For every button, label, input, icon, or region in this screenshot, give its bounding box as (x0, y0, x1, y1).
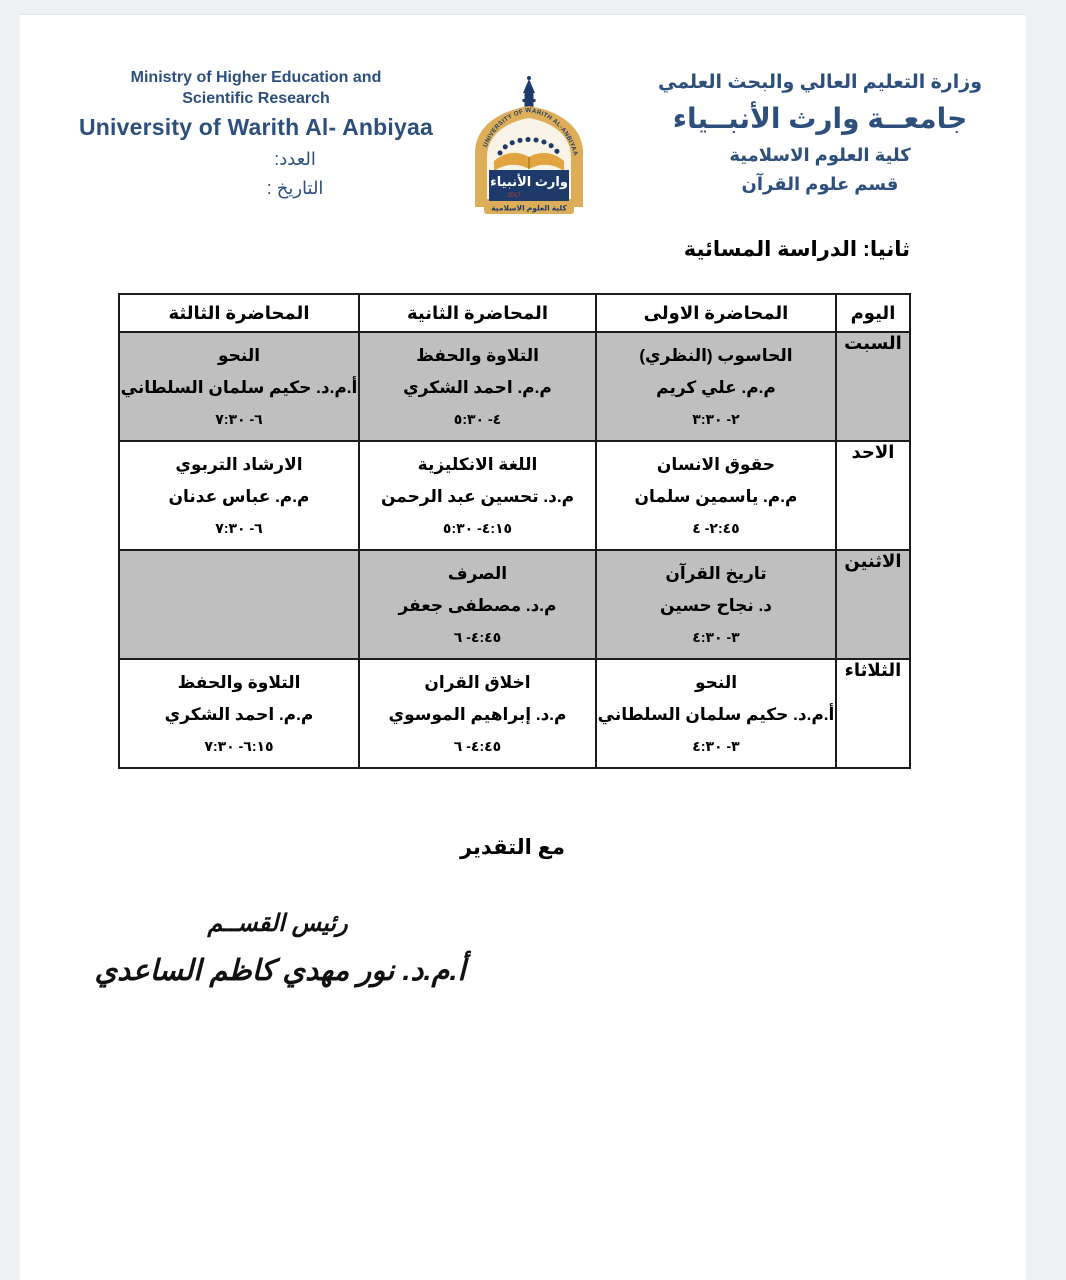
subject: الصرف (447, 563, 508, 583)
logo-calligraphy: وارث الأنبياء (490, 174, 568, 189)
subject: النحو (694, 672, 738, 692)
time: ٣- ٤:٣٠ (692, 737, 740, 754)
letterhead-right (620, 71, 1020, 195)
lecture-cell (360, 333, 595, 440)
logo-year: 2017 (507, 193, 521, 199)
subject: الارشاد التربوي (175, 454, 303, 474)
time: ٤- ٥:٣٠ (453, 410, 502, 427)
time: ٣- ٤:٣٠ (692, 628, 740, 645)
signature-title: رئيس القســم (207, 910, 348, 937)
subject: النحو (217, 345, 261, 365)
department-name-ar: قسم علوم القرآن (741, 174, 899, 194)
logo-arc-text: UNIVERSITY OF WARITH AL-ANBIYAA (481, 106, 580, 157)
college-name-ar: كلية العلوم الاسلامية (729, 145, 911, 165)
subject: اخلاق القران (424, 672, 531, 692)
header-lecture1: المحاضرة الاولى (596, 294, 836, 332)
lecture-cell (360, 442, 595, 549)
teacher: م.م. علي كريم (656, 378, 776, 397)
time: ٤:٤٥- ٦ (453, 737, 502, 754)
header-day: اليوم (836, 294, 910, 332)
teacher: م.د. إبراهيم الموسوي (388, 705, 567, 724)
header-lecture3: المحاضرة الثالثة (119, 294, 359, 332)
lecture-cell (597, 551, 835, 658)
subject: حقوق الانسان (656, 454, 776, 474)
ministry-name-ar: وزارة التعليم العالي والبحث العلمي (657, 72, 983, 93)
subject: اللغة الانكليزية (417, 454, 538, 474)
letterhead-left (70, 67, 442, 199)
university-logo (462, 75, 596, 223)
lecture-cell (120, 333, 358, 440)
university-name-ar: جامعــة وارث الأنبــياء (672, 103, 968, 134)
lecture-cell (597, 333, 835, 440)
teacher: م.د. تحسين عبد الرحمن (380, 487, 575, 506)
table-header-row (119, 294, 910, 332)
time: ٦- ٧:٣٠ (215, 410, 263, 427)
number-label: العدد: (274, 149, 316, 169)
lecture-cell-empty (120, 551, 358, 658)
minaret-icon (523, 76, 536, 107)
lecture-cell (360, 660, 595, 767)
time: ٢- ٣:٣٠ (692, 410, 740, 427)
table-row-sunday (119, 441, 910, 550)
date-label: التاريخ : (266, 178, 324, 198)
teacher: أ.م.د. حكيم سلمان السلطاني (597, 705, 835, 724)
day-cell: الثلاثاء (836, 659, 910, 768)
teacher: م.م. احمد الشكري (403, 378, 552, 397)
subject: الحاسوب (النظري) (639, 345, 793, 365)
time: ٦- ٧:٣٠ (215, 519, 263, 536)
day-cell: الاثنين (836, 550, 910, 659)
table-row-saturday (119, 332, 910, 441)
day-cell: الاحد (836, 441, 910, 550)
teacher: م.م. ياسمين سلمان (634, 487, 798, 506)
day-cell: السبت (836, 332, 910, 441)
signature-name: أ.م.د. نور مهدي كاظم الساعدي (94, 955, 466, 987)
time: ٤:١٥- ٥:٣٠ (442, 519, 513, 536)
teacher: م.م. احمد الشكري (164, 705, 314, 724)
lecture-cell (360, 551, 595, 658)
lecture-cell (120, 660, 358, 767)
table-row-tuesday (119, 659, 910, 768)
time: ٢:٤٥- ٤ (692, 519, 740, 536)
ministry-line2: Scientific Research (182, 90, 330, 107)
logo-banner-text: كلية العلوم الاسلامية (491, 203, 567, 213)
ministry-line1: Ministry of Higher Education and (130, 69, 382, 86)
subject: التلاوة والحفظ (177, 672, 301, 692)
teacher: أ.م.د. حكيم سلمان السلطاني (120, 378, 358, 397)
teacher: م.د. مصطفى جعفر (398, 596, 557, 615)
lecture-cell (597, 442, 835, 549)
closing-phrase: مع التقدير (459, 836, 566, 859)
evening-schedule-table (118, 293, 911, 769)
subject: تاريخ القرآن (665, 563, 767, 583)
subject: التلاوة والحفظ (416, 345, 539, 365)
document-page (20, 14, 1026, 1280)
lecture-cell (597, 660, 835, 767)
header-lecture2: المحاضرة الثانية (359, 294, 596, 332)
section-title: ثانيا: الدراسة المسائية (683, 238, 910, 261)
lecture-cell (120, 442, 358, 549)
university-name-en: University of Warith Al- Anbiyaa (78, 114, 433, 140)
time: ٤:٤٥- ٦ (453, 628, 502, 645)
teacher: د. نجاح حسين (660, 596, 772, 615)
time: ٦:١٥- ٧:٣٠ (204, 737, 274, 754)
teacher: م.م. عباس عدنان (168, 487, 310, 506)
table-row-monday (119, 550, 910, 659)
